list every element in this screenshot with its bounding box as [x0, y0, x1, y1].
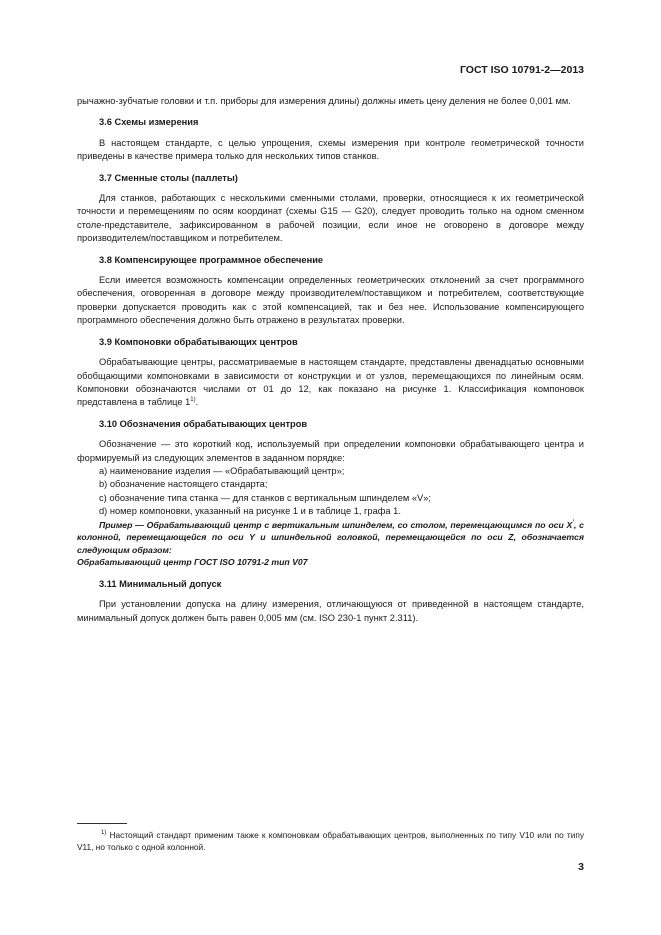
example-prime: ’	[572, 519, 574, 526]
section-3-8-title: 3.8 Компенсирующее программное обеспечение	[99, 254, 324, 265]
page-content	[77, 95, 584, 625]
list-item: c) обозначение типа станка — для станков с вертикальным шпинделем «V»;	[99, 492, 431, 503]
section-3-10-title: 3.10 Обозначения обрабатывающих центров	[99, 418, 308, 429]
footnote	[77, 829, 584, 853]
section-3-7-text: Для станков, работающих с несколькими сменными столами, проверки, относящиеся к их геометрической точности и перемещениям по осям координат (схемы G15 — G20), следует проводить только на одном сменном столе-представителе, зафиксированном в рабочей позиции, если иное не оговорено в договоре между производителем/поставщиком и потребителем.	[77, 193, 584, 244]
intro-paragraph: рычажно-зубчатые головки и т.п. приборы для измерения длины) должны иметь цену деления не более 0,001 мм.	[77, 96, 571, 106]
list-item: a) наименование изделия — «Обрабатывающий центр»;	[99, 465, 345, 476]
section-3-9-body: Обрабатывающие центры, рассматриваемые в настоящем стандарте, представлены двенадцатью основными обобщающими компоновками в зависимости от конструкции и от узлов, перемещающихся по линейным осям. Компоновки обозначаются числами от 01 до 12, как показано на рисунке 1. Классификация компоновок представлена в таблице 1	[77, 357, 584, 408]
section-3-7-title: 3.7 Сменные столы (паллеты)	[99, 172, 238, 183]
footnote-body: Настоящий стандарт применим также к компоновкам обрабатывающих центров, выполненных по типу V10 или по типу V11, но только с одной колонной.	[77, 830, 585, 852]
footnote-divider	[77, 823, 127, 824]
section-3-11-text: При установлении допуска на длину измерения, отличающуюся от приведенной в настоящем стандарте, минимальный допуск должен быть равен 0,005 мм (см. ISO 230-1 пункт 2.311).	[77, 599, 584, 623]
footnote-text	[77, 829, 584, 853]
section-3-6-text: В настоящем стандарте, с целью упрощения, схемы измерения при контроле геометрической точности приведены в качестве примера только для нескольких типов станков.	[77, 137, 584, 162]
page-number: 3	[578, 861, 584, 873]
section-3-9-text	[77, 356, 584, 410]
example-text-b: , с колонной, перемещающейся по оси Y и шпиндельной головкой, перемещающейся по оси Z, обозначается следующим образом:	[77, 519, 584, 555]
example-designation: Обрабатывающий центр ГОСТ ISO 10791-2 тип V07	[77, 557, 308, 568]
section-3-9-title: 3.9 Компоновки обрабатывающих центров	[99, 336, 298, 347]
example-paragraph	[77, 519, 584, 557]
example-text-a: Пример — Обрабатывающий центр с вертикальным шпинделем, со столом, перемещающимся по оси X	[99, 519, 573, 530]
list-item: b) обозначение настоящего стандарта;	[99, 479, 268, 490]
section-3-9-end: .	[195, 397, 199, 408]
section-3-8-text: Если имеется возможность компенсации определенных геометрических отклонений за счет программного обеспечения, оговоренная в договоре между производителем/поставщиком и потребителем, соответствующие проверки допускается проводить как с этой компенсацией, так и без нее. Использование компенсирующего программного обеспечения должно быть отражено в результатах проверки.	[77, 275, 584, 326]
footnote-mark: 1)	[101, 830, 107, 837]
list-item: d) номер компоновки, указанный на рисунке 1 и в таблице 1, графа 1.	[99, 506, 401, 517]
section-3-11-title: 3.11 Минимальный допуск	[99, 578, 222, 589]
section-3-6-title: 3.6 Схемы измерения	[99, 117, 199, 128]
section-3-10-text: Обозначение — это короткий код, используемый при определении компоновки обрабатывающего центра и формируемый из следующих элементов в заданном порядке:	[77, 439, 584, 463]
document-header: ГОСТ ISO 10791-2—2013	[459, 64, 584, 76]
footnote-reference[interactable]: 1)	[190, 397, 196, 404]
